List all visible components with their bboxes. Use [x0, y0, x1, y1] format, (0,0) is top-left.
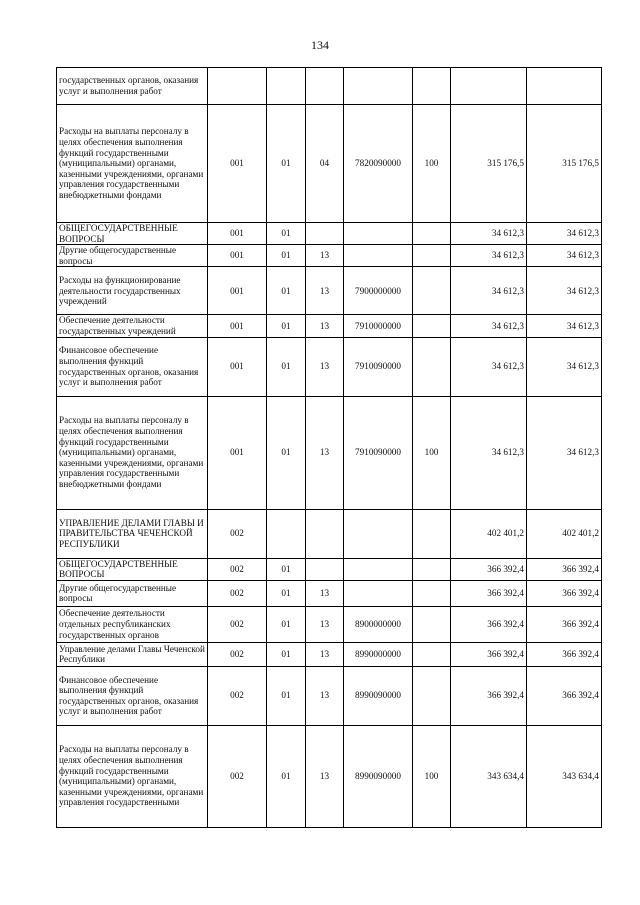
row-name-cell: Обеспечение деятельности государственных учреждений	[57, 315, 208, 337]
amount-cell-2: 34 612,3	[527, 315, 602, 337]
amount-cell-2: 343 634,4	[527, 725, 602, 827]
row-name-cell: Расходы на функционирование деятельности государственных учреждений	[57, 267, 208, 315]
amount-cell-2	[527, 68, 602, 105]
amount-cell-2: 366 392,4	[527, 642, 602, 666]
subsection-code-cell: 13	[306, 725, 344, 827]
row-name-cell: Финансовое обеспечение выполнения функций государственных органов, оказания услуг и выполнения работ	[57, 337, 208, 396]
section-code-cell: 01	[267, 396, 306, 509]
table-row	[57, 337, 602, 396]
department-code-cell: 002	[208, 509, 267, 558]
section-code-cell: 01	[267, 267, 306, 315]
target-article-cell: 8990090000	[344, 666, 413, 725]
section-code-cell: 01	[267, 315, 306, 337]
row-name-cell: Управление делами Главы Чеченской Республики	[57, 642, 208, 666]
amount-cell-1: 315 176,5	[451, 105, 527, 223]
table-row	[57, 580, 602, 606]
amount-cell-1: 34 612,3	[451, 337, 527, 396]
amount-cell-1: 366 392,4	[451, 558, 527, 580]
subsection-code-cell: 04	[306, 105, 344, 223]
row-name-cell: Другие общегосударственные вопросы	[57, 245, 208, 267]
amount-cell-2: 34 612,3	[527, 223, 602, 245]
target-article-cell: 8990090000	[344, 725, 413, 827]
expense-type-cell	[413, 223, 451, 245]
expense-type-cell: 100	[413, 105, 451, 223]
table-row	[57, 105, 602, 223]
row-name-cell: Расходы на выплаты персоналу в целях обеспечения выполнения функций государственными (муниципальными) органами, казенными учреждениями, органами управления государственными	[57, 725, 208, 827]
row-name-cell: Расходы на выплаты персоналу в целях обеспечения выполнения функций государственными (муниципальными) органами, казенными учреждениями, органами управления государственными внебюджетными фондами	[57, 396, 208, 509]
row-name-cell: государственных органов, оказания услуг и выполнения работ	[57, 68, 208, 105]
subsection-code-cell: 13	[306, 245, 344, 267]
subsection-code-cell: 13	[306, 666, 344, 725]
subsection-code-cell: 13	[306, 606, 344, 642]
amount-cell-2: 366 392,4	[527, 666, 602, 725]
subsection-code-cell	[306, 223, 344, 245]
department-code-cell: 001	[208, 105, 267, 223]
amount-cell-2: 315 176,5	[527, 105, 602, 223]
section-code-cell: 01	[267, 725, 306, 827]
amount-cell-1: 366 392,4	[451, 642, 527, 666]
amount-cell-2: 34 612,3	[527, 337, 602, 396]
section-code-cell: 01	[267, 606, 306, 642]
target-article-cell	[344, 223, 413, 245]
row-name-cell: Обеспечение деятельности отдельных республиканских государственных органов	[57, 606, 208, 642]
amount-cell-2: 366 392,4	[527, 606, 602, 642]
section-code-cell	[267, 68, 306, 105]
section-code-cell: 01	[267, 642, 306, 666]
row-name-cell: ОБЩЕГОСУДАРСТВЕННЫЕ ВОПРОСЫ	[57, 558, 208, 580]
target-article-cell: 8900000000	[344, 606, 413, 642]
target-article-cell: 7910000000	[344, 315, 413, 337]
amount-cell-1: 34 612,3	[451, 245, 527, 267]
budget-table	[56, 67, 602, 828]
department-code-cell: 001	[208, 223, 267, 245]
amount-cell-1: 34 612,3	[451, 223, 527, 245]
target-article-cell: 8990000000	[344, 642, 413, 666]
expense-type-cell	[413, 580, 451, 606]
amount-cell-1: 366 392,4	[451, 606, 527, 642]
row-name-cell: Другие общегосударственные вопросы	[57, 580, 208, 606]
amount-cell-1: 34 612,3	[451, 396, 527, 509]
target-article-cell	[344, 509, 413, 558]
page-number: 134	[311, 38, 329, 52]
department-code-cell: 002	[208, 642, 267, 666]
table-row	[57, 725, 602, 827]
department-code-cell: 001	[208, 245, 267, 267]
target-article-cell: 7910090000	[344, 396, 413, 509]
amount-cell-2: 34 612,3	[527, 267, 602, 315]
amount-cell-2: 366 392,4	[527, 558, 602, 580]
department-code-cell: 002	[208, 606, 267, 642]
row-name-cell: ОБЩЕГОСУДАРСТВЕННЫЕ ВОПРОСЫ	[57, 223, 208, 245]
target-article-cell: 7820090000	[344, 105, 413, 223]
amount-cell-1: 34 612,3	[451, 315, 527, 337]
amount-cell-2: 366 392,4	[527, 580, 602, 606]
department-code-cell: 002	[208, 580, 267, 606]
row-name-cell: Расходы на выплаты персоналу в целях обеспечения выполнения функций государственными (муниципальными) органами, казенными учреждениями, органами управления государственными внебюджетными фондами	[57, 105, 208, 223]
row-name-cell: УПРАВЛЕНИЕ ДЕЛАМИ ГЛАВЫ И ПРАВИТЕЛЬСТВА ЧЕЧЕНСКОЙ РЕСПУБЛИКИ	[57, 509, 208, 558]
expense-type-cell: 100	[413, 725, 451, 827]
expense-type-cell	[413, 337, 451, 396]
section-code-cell: 01	[267, 245, 306, 267]
department-code-cell: 001	[208, 337, 267, 396]
expense-type-cell	[413, 642, 451, 666]
expense-type-cell	[413, 666, 451, 725]
table-row	[57, 68, 602, 105]
expense-type-cell	[413, 68, 451, 105]
table-row	[57, 558, 602, 580]
expense-type-cell	[413, 315, 451, 337]
amount-cell-2: 34 612,3	[527, 245, 602, 267]
table-row	[57, 642, 602, 666]
amount-cell-2: 34 612,3	[527, 396, 602, 509]
table-row	[57, 396, 602, 509]
amount-cell-1: 343 634,4	[451, 725, 527, 827]
amount-cell-1	[451, 68, 527, 105]
section-code-cell: 01	[267, 558, 306, 580]
section-code-cell: 01	[267, 666, 306, 725]
department-code-cell: 002	[208, 666, 267, 725]
table-row	[57, 509, 602, 558]
expense-type-cell	[413, 509, 451, 558]
target-article-cell	[344, 68, 413, 105]
expense-type-cell	[413, 558, 451, 580]
target-article-cell: 7900000000	[344, 267, 413, 315]
expense-type-cell	[413, 606, 451, 642]
subsection-code-cell	[306, 558, 344, 580]
expense-type-cell	[413, 245, 451, 267]
target-article-cell: 7910090000	[344, 337, 413, 396]
amount-cell-1: 366 392,4	[451, 580, 527, 606]
row-name-cell: Финансовое обеспечение выполнения функций государственных органов, оказания услуг и выполнения работ	[57, 666, 208, 725]
subsection-code-cell: 13	[306, 315, 344, 337]
expense-type-cell: 100	[413, 396, 451, 509]
table-row	[57, 245, 602, 267]
expense-type-cell	[413, 267, 451, 315]
subsection-code-cell: 13	[306, 642, 344, 666]
table-row	[57, 223, 602, 245]
amount-cell-2: 402 401,2	[527, 509, 602, 558]
section-code-cell	[267, 509, 306, 558]
amount-cell-1: 402 401,2	[451, 509, 527, 558]
subsection-code-cell	[306, 68, 344, 105]
subsection-code-cell: 13	[306, 337, 344, 396]
target-article-cell	[344, 245, 413, 267]
department-code-cell: 002	[208, 725, 267, 827]
table-row	[57, 315, 602, 337]
department-code-cell	[208, 68, 267, 105]
amount-cell-1: 34 612,3	[451, 267, 527, 315]
table-row	[57, 267, 602, 315]
table-row	[57, 606, 602, 642]
section-code-cell: 01	[267, 105, 306, 223]
section-code-cell: 01	[267, 337, 306, 396]
section-code-cell: 01	[267, 223, 306, 245]
subsection-code-cell: 13	[306, 396, 344, 509]
section-code-cell: 01	[267, 580, 306, 606]
department-code-cell: 001	[208, 267, 267, 315]
department-code-cell: 001	[208, 396, 267, 509]
subsection-code-cell: 13	[306, 267, 344, 315]
subsection-code-cell	[306, 509, 344, 558]
target-article-cell	[344, 580, 413, 606]
subsection-code-cell: 13	[306, 580, 344, 606]
department-code-cell: 001	[208, 315, 267, 337]
target-article-cell	[344, 558, 413, 580]
table-row	[57, 666, 602, 725]
amount-cell-1: 366 392,4	[451, 666, 527, 725]
department-code-cell: 002	[208, 558, 267, 580]
